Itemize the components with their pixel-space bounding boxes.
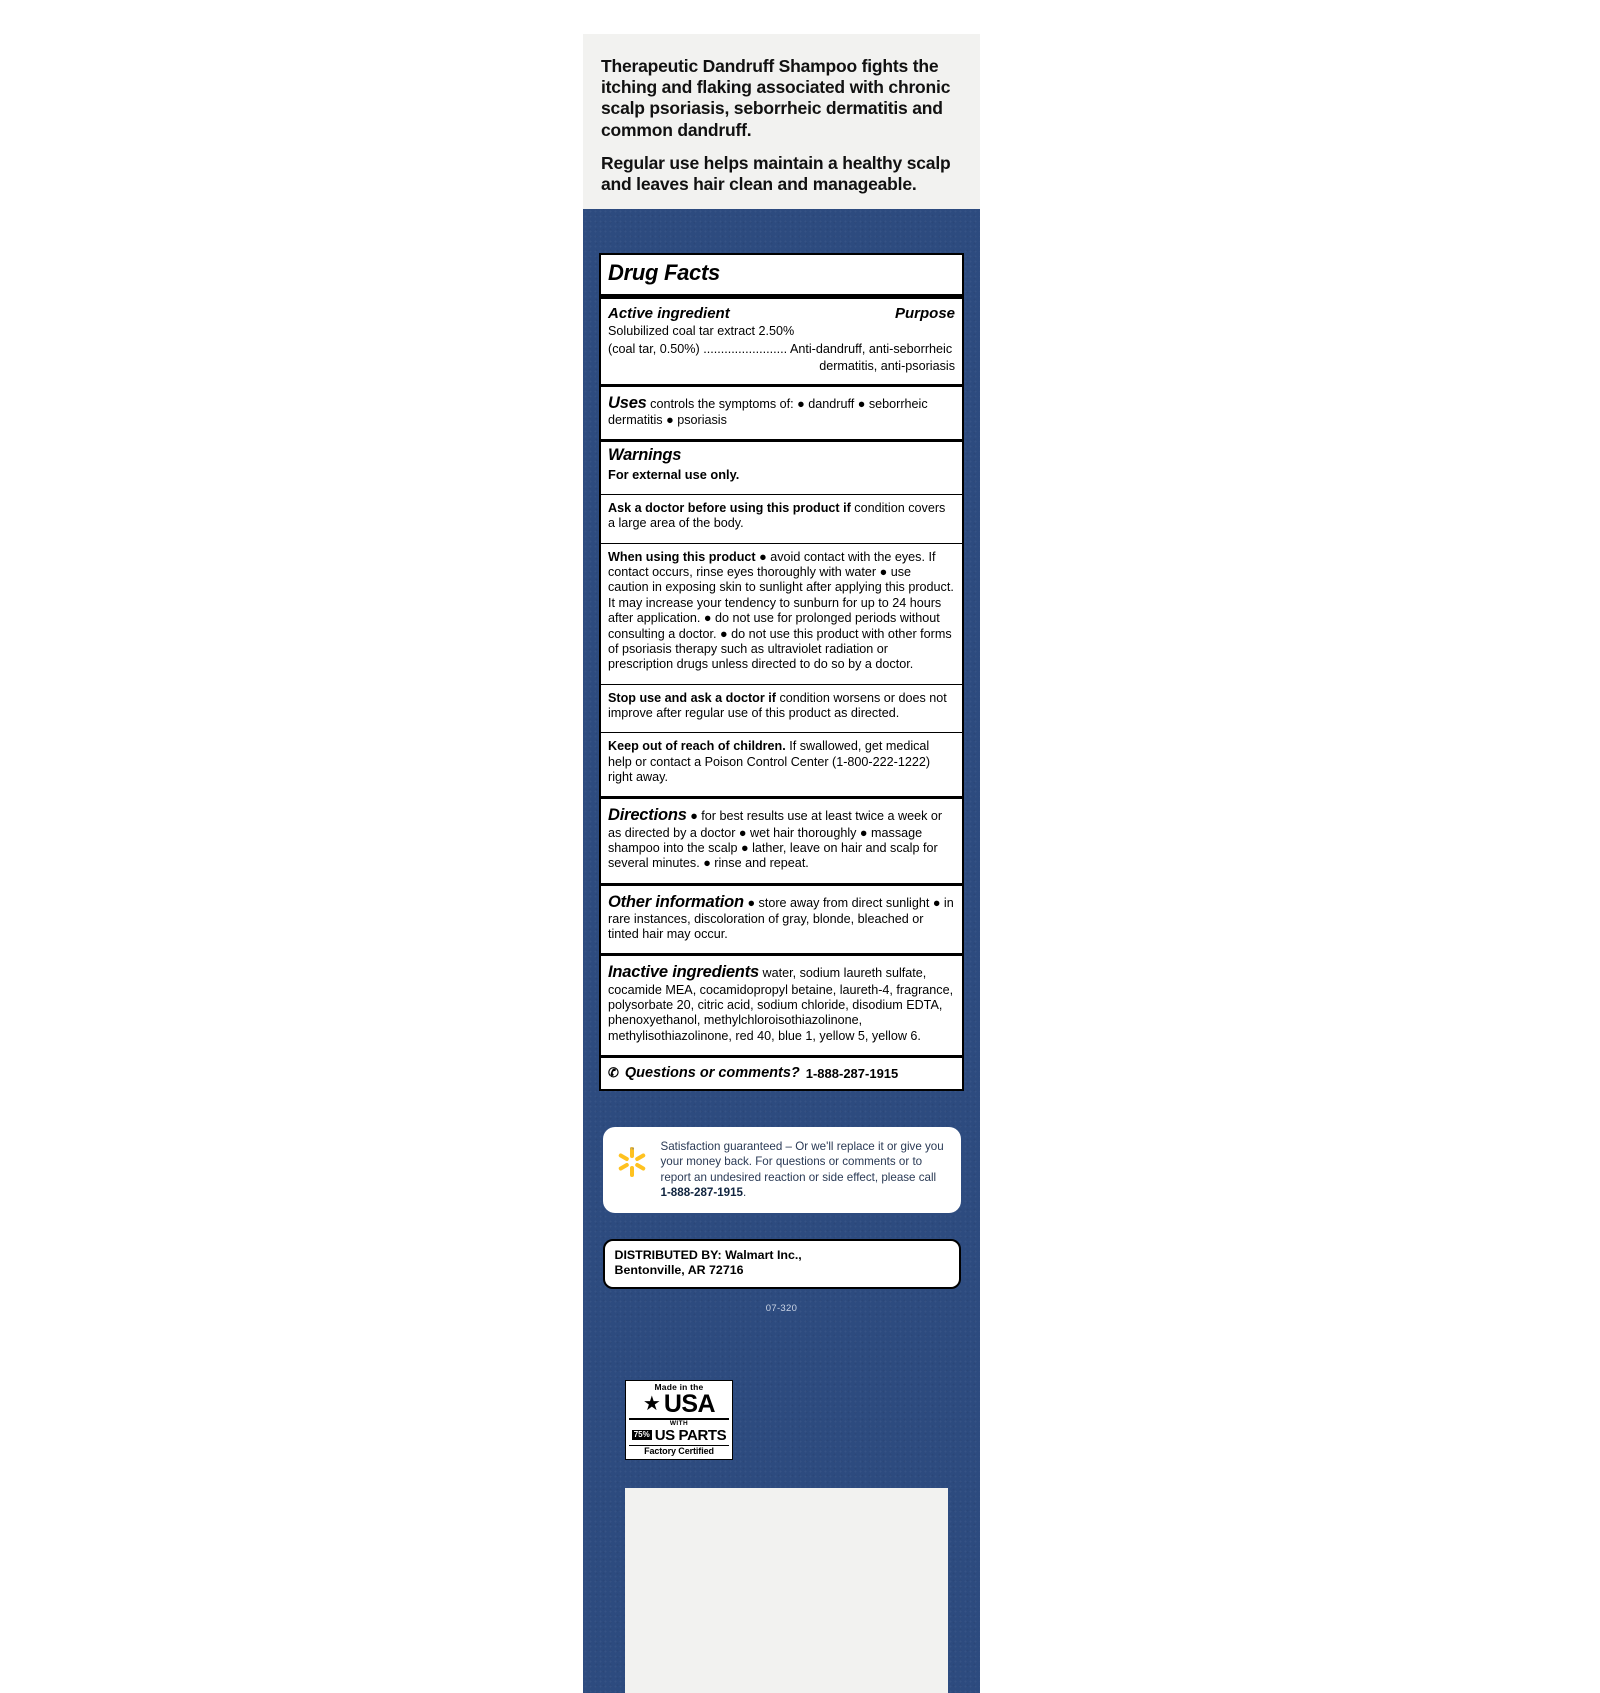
stop-use-bold: Stop use and ask a doctor if bbox=[608, 690, 776, 705]
ask-doctor-bold: Ask a doctor before using this product if bbox=[608, 501, 851, 515]
satisfaction-phone: 1-888-287-1915 bbox=[660, 1186, 744, 1200]
active-ingredient-header: Active ingredient bbox=[608, 305, 730, 323]
star-icon: ★ bbox=[642, 1393, 661, 1416]
ask-doctor-text: condition covers a large area of the body. bbox=[608, 501, 946, 531]
usa-badge-parts-row bbox=[629, 1427, 729, 1446]
description-paragraph-1: Therapeutic Dandruff Shampoo fights the itching and flaking associated with chronic scalp psoriasis, seborrheic dermatitis and common dandruff. bbox=[601, 56, 951, 140]
directions-section bbox=[608, 803, 955, 874]
product-package-panel bbox=[583, 34, 980, 1564]
usa-badge-top-text: Made in the bbox=[654, 1381, 704, 1392]
active-ingredient-line-1: Solubilized coal tar extract 2.50% bbox=[608, 324, 795, 339]
inactive-ingredients-header: Inactive ingredients bbox=[608, 963, 759, 982]
product-description-panel bbox=[583, 34, 980, 209]
usa-badge-with-text: WITH bbox=[669, 1419, 689, 1427]
satisfaction-guarantee-box bbox=[603, 1127, 961, 1213]
satisfaction-text bbox=[661, 1139, 947, 1201]
package-code: 07-320 bbox=[765, 1302, 798, 1314]
usa-badge-main-text: USA bbox=[663, 1389, 716, 1418]
purpose-header: Purpose bbox=[894, 305, 955, 323]
directions-header: Directions bbox=[608, 806, 687, 825]
external-use-text: For external use only. bbox=[608, 467, 740, 483]
distributed-by-line-1: DISTRIBUTED BY: Walmart Inc., bbox=[614, 1247, 802, 1262]
phone-icon: ✆ bbox=[608, 1065, 619, 1080]
stop-use-section bbox=[608, 689, 955, 725]
drug-facts-title: Drug Facts bbox=[608, 260, 720, 286]
active-ingredient-line-2: (coal tar, 0.50%) ........................ Anti-dandruff, anti-seborrheic bbox=[608, 341, 953, 356]
distributed-by-box bbox=[603, 1239, 961, 1289]
made-in-usa-badge bbox=[625, 1380, 733, 1460]
drug-facts-box bbox=[599, 253, 964, 1091]
when-using-bold: When using this product bbox=[608, 549, 756, 564]
uses-text: controls the symptoms of: ● dandruff ● seborrheic dermatitis ● psoriasis bbox=[608, 396, 928, 428]
distributed-by-line-2: Bentonville, AR 72716 bbox=[614, 1263, 744, 1278]
usa-badge-percent: 75% bbox=[633, 1430, 650, 1440]
keep-out-text: If swallowed, get medical help or contact a Poison Control Center (1-800-222-1222) right away. bbox=[608, 739, 931, 785]
other-information-header: Other information bbox=[608, 892, 744, 911]
when-using-section bbox=[608, 548, 955, 676]
inactive-ingredients-section bbox=[608, 960, 955, 1047]
stop-use-text: condition worsens or does not improve after regular use of this product as directed. bbox=[608, 690, 947, 720]
satisfaction-text-line: Satisfaction guaranteed – Or we'll replace it or give you your money back. For questions or comments or to report an undesired reaction or side effect, please call bbox=[660, 1140, 944, 1184]
description-paragraph-2: Regular use helps maintain a healthy scalp and leaves hair clean and manageable. bbox=[601, 152, 951, 194]
when-using-text: ● avoid contact with the eyes. If contact occurs, rinse eyes thoroughly with water ● use caution in exposing skin to sunlight after applying this product. It may increase your tendency to sunburn for up to 24 hours after application. ● do not use for prolonged periods without consulting a doctor. ● do not use this product with other forms of psoriasis therapy such as ultraviolet radiation or prescription drugs unless directed to do so by a doctor. bbox=[608, 549, 954, 672]
active-ingredient-header-row bbox=[608, 303, 955, 323]
purpose-line-2: dermatitis, anti-psoriasis bbox=[819, 359, 955, 374]
satisfaction-period: . bbox=[743, 1186, 747, 1200]
usa-badge-certified-text: Factory Certified bbox=[644, 1445, 714, 1456]
directions-text: ● for best results use at least twice a week or as directed by a doctor ● wet hair thoroughly ● massage shampoo into the scalp ● lather, leave on hair and scalp for several minutes. ● rinse and repeat. bbox=[608, 809, 943, 871]
usa-badge-main-row bbox=[629, 1389, 729, 1420]
keep-out-bold: Keep out of reach of children. bbox=[608, 739, 786, 754]
blank-label-area bbox=[625, 1488, 948, 1693]
questions-phone-number: 1-888-287-1915 bbox=[805, 1065, 899, 1081]
uses-section bbox=[608, 391, 955, 431]
uses-header: Uses bbox=[608, 393, 647, 412]
package-blue-body bbox=[583, 209, 980, 1693]
usa-badge-parts-text: US PARTS bbox=[654, 1426, 727, 1444]
other-information-text: ● store away from direct sunlight ● in rare instances, discoloration of gray, blonde, bleached or tinted hair may occur. bbox=[608, 895, 954, 942]
warnings-header: Warnings bbox=[608, 446, 682, 465]
walmart-spark-icon bbox=[615, 1145, 649, 1179]
trademark-mark: ™ bbox=[629, 1147, 635, 1153]
keep-out-section bbox=[608, 737, 955, 788]
ask-doctor-section bbox=[608, 499, 955, 535]
questions-label: Questions or comments? bbox=[624, 1065, 800, 1081]
questions-row bbox=[608, 1062, 955, 1084]
inactive-ingredients-text: water, sodium laureth sulfate, cocamide MEA, cocamidopropyl betaine, laureth-4, fragrance, polysorbate 20, citric acid, sodium chloride, disodium EDTA, phenoxyethanol, methylchloroisothiazolinone, methylisothiazolinone, red 40, blue 1, yellow 5, yellow 6. bbox=[608, 966, 954, 1043]
other-information-section bbox=[608, 890, 955, 946]
